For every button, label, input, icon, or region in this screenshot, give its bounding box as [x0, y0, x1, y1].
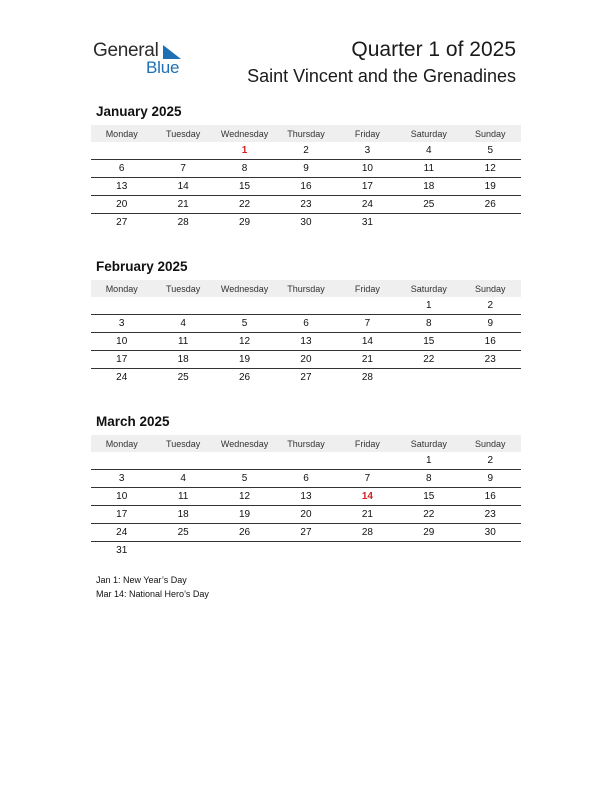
day-cell: 10 [361, 163, 373, 174]
weekday-label: Friday [354, 438, 380, 449]
week-row [91, 488, 521, 506]
weekday-label: Wednesday [220, 128, 269, 139]
day-cell: 22 [238, 199, 251, 210]
day-cell: 27 [300, 527, 312, 538]
day-cell: 23 [300, 199, 312, 210]
month-title: February 2025 [96, 259, 188, 274]
day-cell: 13 [300, 336, 312, 347]
day-cell: 29 [423, 527, 435, 538]
weekday-label: Friday [354, 128, 380, 139]
day-cell: 13 [116, 181, 128, 192]
day-cell: 23 [484, 509, 496, 520]
weekday-label: Tuesday [166, 283, 201, 294]
day-cell: 7 [180, 163, 186, 174]
day-cell: 21 [177, 199, 189, 210]
day-cell: 19 [484, 181, 496, 192]
day-cell: 11 [177, 336, 189, 347]
week-row [91, 369, 521, 386]
day-cell: 18 [177, 354, 189, 365]
day-cell: 17 [116, 509, 128, 520]
day-cell: 2 [487, 300, 494, 311]
day-cell: 3 [364, 145, 371, 156]
month-march [91, 414, 521, 559]
day-cell: 11 [177, 491, 189, 502]
weekday-label: Monday [105, 128, 138, 139]
day-cell: 15 [423, 336, 435, 347]
day-cell: 6 [303, 318, 309, 329]
day-cell: 6 [118, 163, 125, 174]
day-cell: 14 [361, 336, 373, 347]
weekday-label: Saturday [410, 438, 447, 449]
day-cell: 9 [487, 318, 494, 329]
weekday-label: Thursday [287, 283, 325, 294]
weekday-label: Tuesday [166, 438, 201, 449]
weekday-label: Saturday [410, 283, 447, 294]
day-cell: 28 [361, 527, 373, 538]
day-cell: 16 [484, 336, 496, 347]
week-row [91, 333, 521, 351]
week-row [91, 214, 521, 231]
day-cell: 14 [177, 181, 189, 192]
day-cell: 24 [361, 199, 373, 210]
day-cell: 20 [300, 509, 312, 520]
day-cell: 5 [487, 145, 494, 156]
day-cell: 17 [116, 354, 128, 365]
day-cell: 17 [361, 181, 373, 192]
day-cell: 28 [361, 372, 373, 383]
day-cell: 20 [116, 199, 128, 210]
day-cell: 23 [484, 354, 496, 365]
day-cell: 10 [116, 336, 128, 347]
generalblue-logo [93, 40, 193, 80]
day-cell: 18 [423, 181, 435, 192]
holiday-notes [96, 573, 209, 601]
holiday-note: Jan 1: New Year’s Day [96, 575, 187, 585]
day-cell: 26 [484, 199, 496, 210]
day-cell: 26 [238, 372, 251, 383]
day-cell: 10 [116, 491, 128, 502]
day-cell: 16 [300, 181, 312, 192]
month-title: January 2025 [96, 104, 182, 119]
week-row [91, 178, 521, 196]
day-cell: 12 [238, 336, 251, 347]
day-cell: 28 [177, 217, 189, 228]
day-cell: 25 [177, 372, 189, 383]
day-cell: 20 [300, 354, 312, 365]
week-row [91, 297, 521, 315]
day-cell: 19 [238, 354, 251, 365]
weekday-label: Thursday [287, 438, 325, 449]
week-row [91, 351, 521, 369]
day-cell: 29 [238, 217, 251, 228]
day-cell: 18 [177, 509, 189, 520]
weekday-label: Sunday [474, 283, 506, 294]
month-title: March 2025 [96, 414, 170, 429]
day-cell: 24 [116, 527, 128, 538]
day-cell: 22 [423, 354, 435, 365]
week-row [91, 196, 521, 214]
day-cell: 21 [361, 509, 373, 520]
day-cell: 3 [118, 318, 125, 329]
page-title: Quarter 1 of 2025 [351, 38, 516, 61]
weekday-label: Monday [105, 438, 138, 449]
day-cell: 13 [300, 491, 312, 502]
week-row [91, 160, 521, 178]
day-cell: 9 [303, 163, 309, 174]
day-cell: 9 [487, 473, 494, 484]
day-cell: 25 [423, 199, 435, 210]
day-cell: 7 [364, 318, 371, 329]
day-cell: 8 [426, 318, 432, 329]
month-january [91, 104, 521, 231]
day-cell: 2 [487, 455, 494, 466]
day-cell: 1 [426, 455, 432, 466]
day-cell: 12 [484, 163, 496, 174]
day-cell: 15 [238, 181, 251, 192]
weekday-label: Saturday [410, 128, 447, 139]
week-row [91, 315, 521, 333]
day-cell: 4 [426, 145, 432, 156]
holiday-note: Mar 14: National Hero’s Day [96, 589, 209, 599]
day-cell: 15 [423, 491, 435, 502]
week-row [91, 452, 521, 470]
week-row [91, 524, 521, 542]
week-row [91, 542, 521, 559]
weekday-label: Sunday [474, 438, 506, 449]
day-cell: 21 [361, 354, 373, 365]
day-cell: 12 [238, 491, 251, 502]
weekday-header-row [91, 125, 521, 142]
logo-word-blue: Blue [146, 58, 180, 77]
day-cell: 27 [300, 372, 312, 383]
weekday-label: Friday [354, 283, 380, 294]
day-cell: 27 [116, 217, 128, 228]
day-cell: 11 [423, 163, 435, 174]
weekday-label: Tuesday [166, 128, 201, 139]
weekday-label: Wednesday [220, 438, 269, 449]
week-row [91, 142, 521, 160]
week-row [91, 470, 521, 488]
day-cell: 16 [484, 491, 496, 502]
day-cell: 1 [241, 145, 248, 156]
weekday-label: Monday [105, 283, 138, 294]
weekday-label: Sunday [474, 128, 506, 139]
weekday-header-row [91, 280, 521, 297]
day-cell: 14 [361, 491, 373, 502]
day-cell: 22 [423, 509, 435, 520]
week-row [91, 506, 521, 524]
logo-word-general: General [93, 40, 159, 61]
page-subtitle: Saint Vincent and the Grenadines [247, 66, 516, 86]
day-cell: 31 [116, 545, 128, 556]
day-cell: 7 [364, 473, 371, 484]
day-cell: 1 [426, 300, 432, 311]
month-february [91, 259, 521, 386]
day-cell: 30 [484, 527, 496, 538]
day-cell: 25 [177, 527, 189, 538]
day-cell: 8 [241, 163, 248, 174]
day-cell: 8 [426, 473, 432, 484]
weekday-header-row [91, 435, 521, 452]
day-cell: 6 [303, 473, 309, 484]
day-cell: 5 [241, 318, 248, 329]
weekday-label: Thursday [287, 128, 325, 139]
weekday-label: Wednesday [220, 283, 269, 294]
day-cell: 26 [238, 527, 251, 538]
day-cell: 5 [241, 473, 248, 484]
day-cell: 30 [300, 217, 312, 228]
day-cell: 19 [238, 509, 251, 520]
day-cell: 3 [118, 473, 125, 484]
day-cell: 24 [116, 372, 128, 383]
day-cell: 31 [361, 217, 373, 228]
day-cell: 2 [303, 145, 309, 156]
day-cell: 4 [180, 473, 186, 484]
day-cell: 4 [180, 318, 186, 329]
